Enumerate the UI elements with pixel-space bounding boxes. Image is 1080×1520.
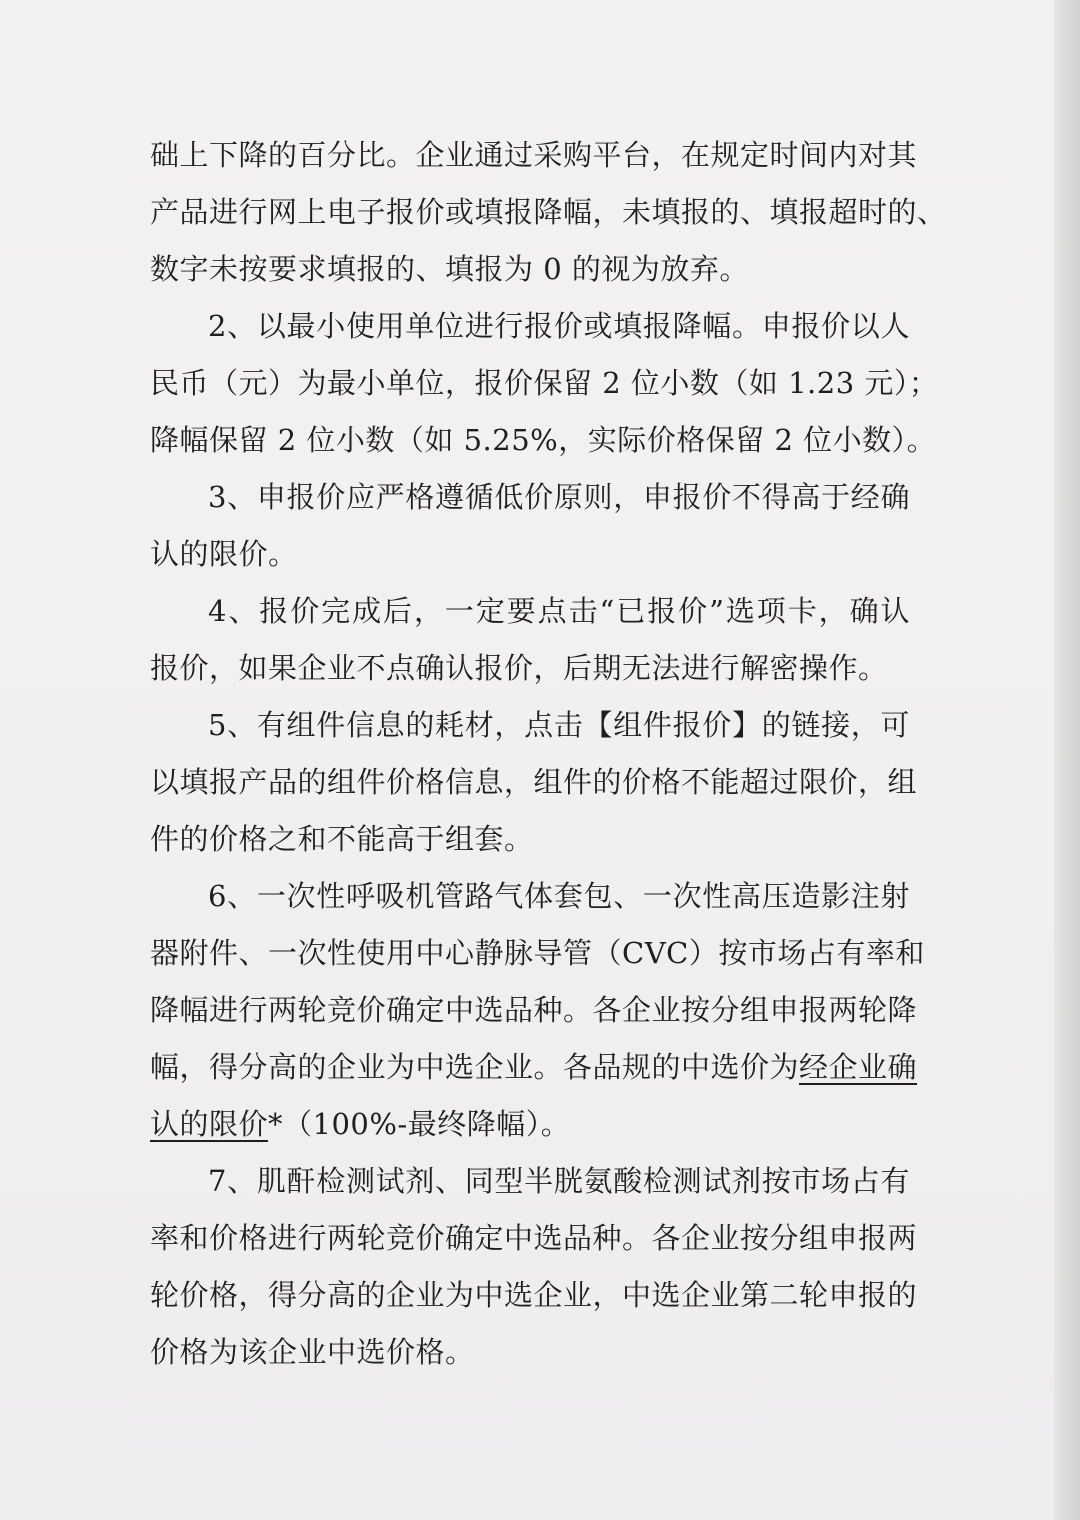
paragraph-2-line-2: 民币（元）为最小单位，报价保留 2 位小数（如 1.23 元）； (150, 366, 939, 400)
page-edge-shadow (1054, 0, 1080, 1520)
paragraph-7-line-3: 轮价格，得分高的企业为中选企业，中选企业第二轮申报的 (150, 1278, 918, 1312)
underlined-text-part-2: 认的限价 (150, 1107, 269, 1141)
paragraph-3-line-1: 3、申报价应严格遵循低价原则，申报价不得高于经确 (208, 480, 910, 514)
paragraph-2-line-3: 降幅保留 2 位小数（如 5.25%，实际价格保留 2 位小数）。 (150, 423, 937, 457)
paragraph-6-line-5 (150, 1096, 910, 1153)
paragraph-3-line-2: 认的限价。 (150, 537, 298, 571)
paragraph-6-line-1: 6、一次性呼吸机管路气体套包、一次性高压造影注射 (208, 879, 910, 913)
paragraph-6-line-3: 降幅进行两轮竞价确定中选品种。各企业按分组申报两轮降 (150, 993, 918, 1027)
text-line-2: 产品进行网上电子报价或填报降幅，未填报的、填报超时的、 (150, 195, 947, 229)
paragraph-6-line-5-text: *（100%-最终降幅）。 (268, 1107, 571, 1141)
paragraph-7-line-1: 7、肌酐检测试剂、同型半胱氨酸检测试剂按市场占有 (208, 1164, 910, 1198)
paragraph-7-line-4: 价格为该企业中选价格。 (150, 1335, 475, 1369)
underlined-text-part-1: 经企业确 (799, 1050, 918, 1084)
paragraph-6-line-4 (150, 1039, 918, 1096)
paragraph-5-line-1: 5、有组件信息的耗材，点击【组件报价】的链接，可 (208, 708, 910, 742)
paragraph-4-line-1: 4、报价完成后，一定要点击“已报价”选项卡，确认 (208, 594, 910, 628)
document-body (150, 127, 947, 1381)
paragraph-5-line-3: 件的价格之和不能高于组套。 (150, 822, 534, 856)
text-line-1: 础上下降的百分比。企业通过采购平台，在规定时间内对其 (150, 138, 918, 172)
paragraph-6-line-4-text: 幅，得分高的企业为中选企业。各品规的中选价为 (150, 1050, 800, 1084)
paragraph-6-line-2: 器附件、一次性使用中心静脉导管（CVC）按市场占有率和 (150, 936, 925, 970)
paragraph-5-line-2: 以填报产品的组件价格信息，组件的价格不能超过限价，组 (150, 765, 918, 799)
text-line-3: 数字未按要求填报的、填报为 0 的视为放弃。 (150, 252, 749, 286)
paragraph-2-line-1: 2、以最小使用单位进行报价或填报降幅。申报价以人 (208, 309, 910, 343)
paragraph-7-line-2: 率和价格进行两轮竞价确定中选品种。各企业按分组申报两 (150, 1221, 918, 1255)
paragraph-4-line-2: 报价，如果企业不点确认报价，后期无法进行解密操作。 (150, 651, 888, 685)
